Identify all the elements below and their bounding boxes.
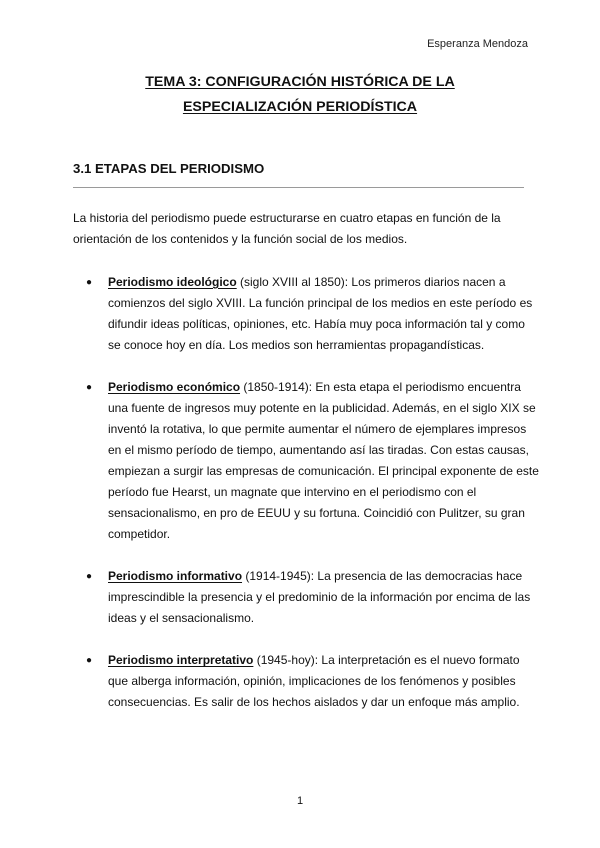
term-periodismo-interpretativo: Periodismo interpretativo — [108, 653, 254, 667]
bullet-icon: ● — [86, 571, 93, 582]
list-item-economico — [86, 377, 540, 545]
bullet-icon: ● — [86, 382, 93, 393]
list-item-interpretativo — [86, 650, 540, 713]
bullet-icon: ● — [86, 277, 93, 288]
item-text: (1850-1914): En esta etapa el periodismo encuentra una fuente de ingresos muy potente en la publicidad. Además, en el siglo XIX se inventó la rotativa, lo que permite aumentar el número de ejemplares impresos en el mismo período de tiempo, aumentando así las tiradas. Con estas causas, empiezan a surgir las empresas de comunicación. El principal exponente de este período fue Hearst, un magnate que intervino en el periodismo con el sensacionalismo, en pro de EEUU y su fortuna. Coincidió con Pulitzer, su gran competidor. — [108, 380, 539, 541]
intro-paragraph: La historia del periodismo puede estructurarse en cuatro etapas en función de la orientación de los contenidos y la función social de los medios. — [73, 211, 501, 246]
term-periodismo-informativo: Periodismo informativo — [108, 569, 243, 583]
term-periodismo-ideologico: Periodismo ideológico — [108, 275, 237, 289]
bullet-icon: ● — [86, 655, 93, 666]
list-item-informativo — [86, 566, 540, 629]
term-periodismo-economico: Periodismo económico — [108, 380, 241, 394]
page-number: 1 — [296, 795, 304, 807]
page-title — [60, 70, 540, 120]
list-item-ideologico — [86, 272, 540, 356]
section-heading: 3.1 ETAPAS DEL PERIODISMO — [73, 161, 265, 176]
item-text: (1914-1945): La presencia de las democracias hace imprescindible la presencia y el predominio de la información por encima de las ideas y el sensacionalismo. — [108, 569, 531, 625]
title-line-1: TEMA 3: CONFIGURACIÓN HISTÓRICA DE LA — [145, 74, 455, 90]
title-line-2: ESPECIALIZACIÓN PERIODÍSTICA — [182, 99, 418, 115]
section-divider — [73, 187, 524, 188]
item-text: (1945-hoy): La interpretación es el nuevo formato que alberga información, opinión, implicaciones de los fenómenos y posibles consecuencias. Es salir de los hechos aislados y dar un enfoque más amplio. — [108, 653, 520, 709]
stages-list — [86, 272, 540, 734]
header-author: Esperanza Mendoza — [427, 38, 528, 50]
item-text: (siglo XVIII al 1850): Los primeros diarios nacen a comienzos del siglo XVIII. La función principal de los medios en este período es difundir ideas políticas, opiniones, etc. Había muy poca información tal y como se conoce hoy en día. Los medios son herramientas propagandísticas. — [108, 275, 533, 352]
